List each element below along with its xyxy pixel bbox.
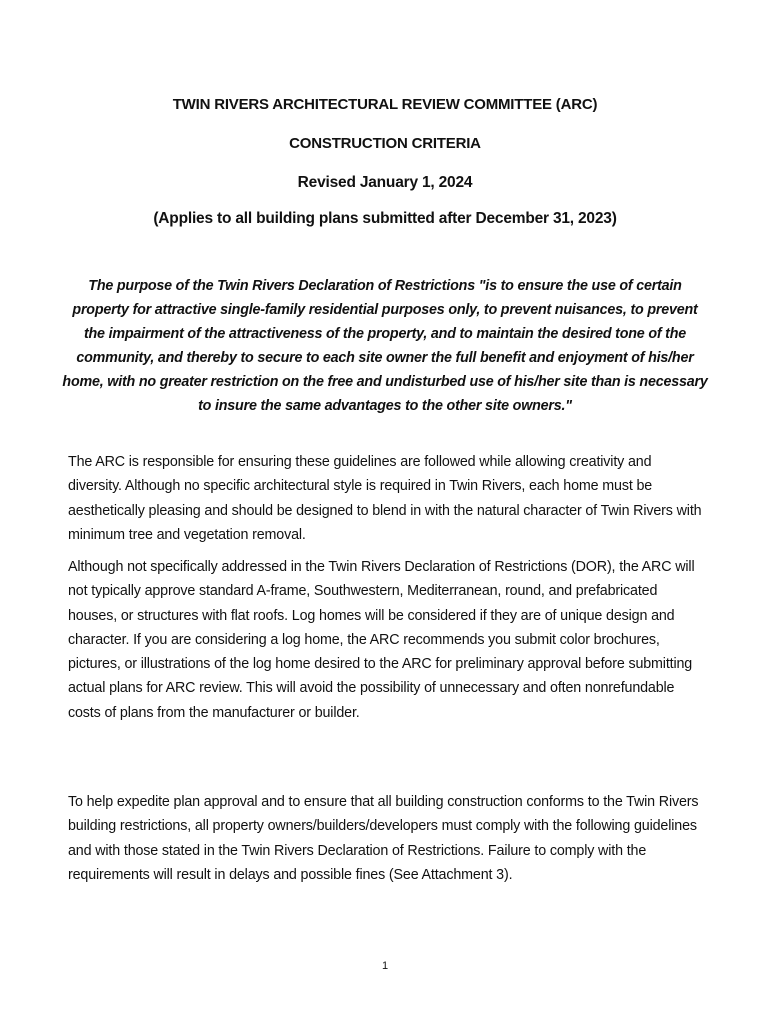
body-paragraph-1: The ARC is responsible for ensuring these guidelines are followed while allowing creativity and diversity. Although no specific architectural style is required in Twin Rivers, each home must be aesthetically pleasing and should be designed to blend in with the natural character of Twin Rivers with minimum tree and vegetation removal.: [68, 454, 702, 543]
page-number: 1: [381, 960, 389, 972]
document-title: TWIN RIVERS ARCHITECTURAL REVIEW COMMITTEE (ARC): [172, 96, 598, 113]
revision-date: Revised January 1, 2024: [297, 174, 473, 191]
purpose-quote: The purpose of the Twin Rivers Declaration of Restrictions "is to ensure the use of certain property for attractive single-family residential purposes only, to prevent nuisances, to prevent the impairment of the attractiveness of the property, and to maintain the desired tone of the community, and thereby to secure to each site owner the full benefit and enjoyment of his/her home, with no greater restriction on the free and undisturbed use of his/her site than is necessary to insure the same advantages to the other site owners.": [62, 278, 708, 414]
document-subtitle: CONSTRUCTION CRITERIA: [289, 135, 481, 152]
applicability-note: (Applies to all building plans submitted after December 31, 2023): [153, 210, 617, 227]
body-paragraph-2: Although not specifically addressed in the Twin Rivers Declaration of Restrictions (DOR), the ARC will not typically approve standard A-frame, Southwestern, Mediterranean, round, and prefabricated houses, or structures with flat roofs. Log homes will be considered if they are of unique design and character. If you are considering a log home, the ARC recommends you submit color brochures, pictures, or illustrations of the log home desired to the ARC for preliminary approval before submitting actual plans for ARC review. This will avoid the possibility of unnecessary and often nonrefundable costs of plans from the manufacturer or builder.: [68, 559, 695, 721]
body-paragraph-3: To help expedite plan approval and to ensure that all building construction conforms to the Twin Rivers building restrictions, all property owners/builders/developers must comply with the following guidelines and with those stated in the Twin Rivers Declaration of Restrictions. Failure to comply with the requirements will result in delays and possible fines (See Attachment 3).: [68, 794, 699, 883]
